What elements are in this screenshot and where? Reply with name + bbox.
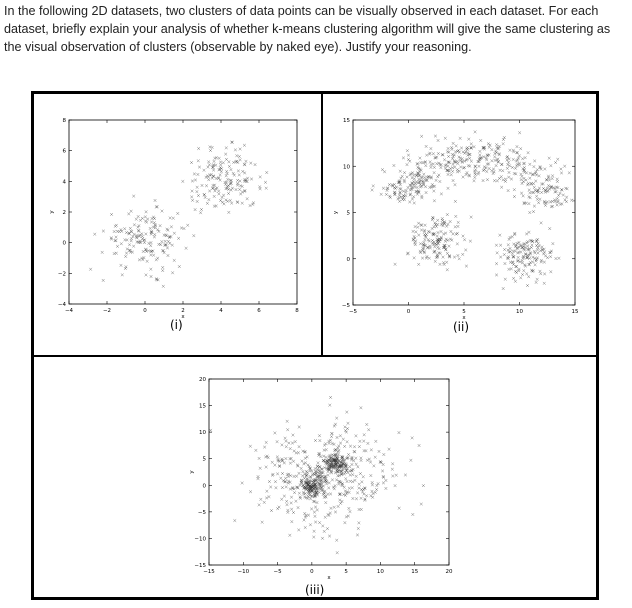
plot-area <box>69 120 297 304</box>
x-tick-label: −15 <box>203 569 215 575</box>
x-tick-label: −10 <box>237 569 250 575</box>
caption-i: (i) <box>170 318 183 332</box>
x-tick-label: 4 <box>219 308 223 314</box>
y-tick-label: 0 <box>62 240 66 247</box>
plot-area <box>209 379 449 565</box>
x-tick-label: 10 <box>376 569 384 575</box>
y-tick-label: 10 <box>343 164 350 171</box>
y-tick-label: 5 <box>202 456 206 463</box>
question-text: In the following 2D datasets, two clusters of data points can be visually observed in each dataset. For each dataset, briefly explain your analysis of whether k-means clustering algorithm will give the same clustering as the visual observation of clusters (observable by naked eye). Justify your reasoning. <box>4 4 611 54</box>
x-axis-label: x <box>327 575 331 581</box>
x-tick-label: −5 <box>348 309 358 315</box>
scatter-plot-iii <box>34 357 599 600</box>
x-tick-label: −5 <box>273 569 282 575</box>
y-tick-label: 4 <box>62 179 66 186</box>
y-axis-label: y <box>49 210 55 214</box>
y-tick-label: 5 <box>346 210 350 217</box>
y-tick-label: −2 <box>57 271 66 278</box>
x-tick-label: 2 <box>181 308 185 314</box>
x-tick-label: 5 <box>462 309 466 315</box>
scatter-plot-ii <box>323 94 599 355</box>
y-tick-label: 20 <box>199 377 206 383</box>
x-tick-label: 0 <box>406 309 411 315</box>
y-tick-label: 2 <box>62 210 66 216</box>
panel-iii <box>34 357 599 600</box>
y-tick-label: −5 <box>341 303 350 309</box>
x-tick-label: 0 <box>310 569 314 575</box>
y-tick-label: 10 <box>199 430 206 437</box>
x-tick-label: 6 <box>257 308 261 314</box>
y-tick-label: 15 <box>343 118 350 124</box>
x-tick-label: −2 <box>102 308 112 314</box>
y-tick-label: 0 <box>346 256 350 263</box>
y-tick-label: 8 <box>62 118 66 124</box>
panel-ii <box>323 94 599 355</box>
x-axis-label: x <box>462 315 466 321</box>
y-tick-label: −4 <box>57 302 66 308</box>
x-tick-label: 10 <box>516 309 523 315</box>
x-tick-label: 0 <box>143 308 147 314</box>
x-tick-label: 15 <box>571 309 579 315</box>
plot-area <box>353 120 575 305</box>
y-axis-label: y <box>333 210 339 215</box>
caption-iii: (iii) <box>305 583 325 597</box>
y-tick-label: 0 <box>202 483 206 490</box>
x-tick-label: 5 <box>344 569 348 575</box>
y-tick-label: −15 <box>194 563 206 569</box>
y-tick-label: −10 <box>194 536 206 543</box>
x-axis-label: x <box>181 314 185 320</box>
figure-frame <box>31 91 599 600</box>
x-tick-label: 20 <box>445 569 453 575</box>
y-tick-label: −5 <box>197 509 206 516</box>
y-axis-label: y <box>189 470 195 474</box>
x-tick-label: 15 <box>411 569 419 575</box>
panel-i <box>34 94 321 355</box>
scatter-plot-i <box>34 94 321 355</box>
x-tick-label: −4 <box>64 308 74 314</box>
y-tick-label: 15 <box>199 403 206 410</box>
caption-ii: (ii) <box>453 320 470 334</box>
x-tick-label: 8 <box>295 308 299 314</box>
y-tick-label: 6 <box>62 148 66 155</box>
